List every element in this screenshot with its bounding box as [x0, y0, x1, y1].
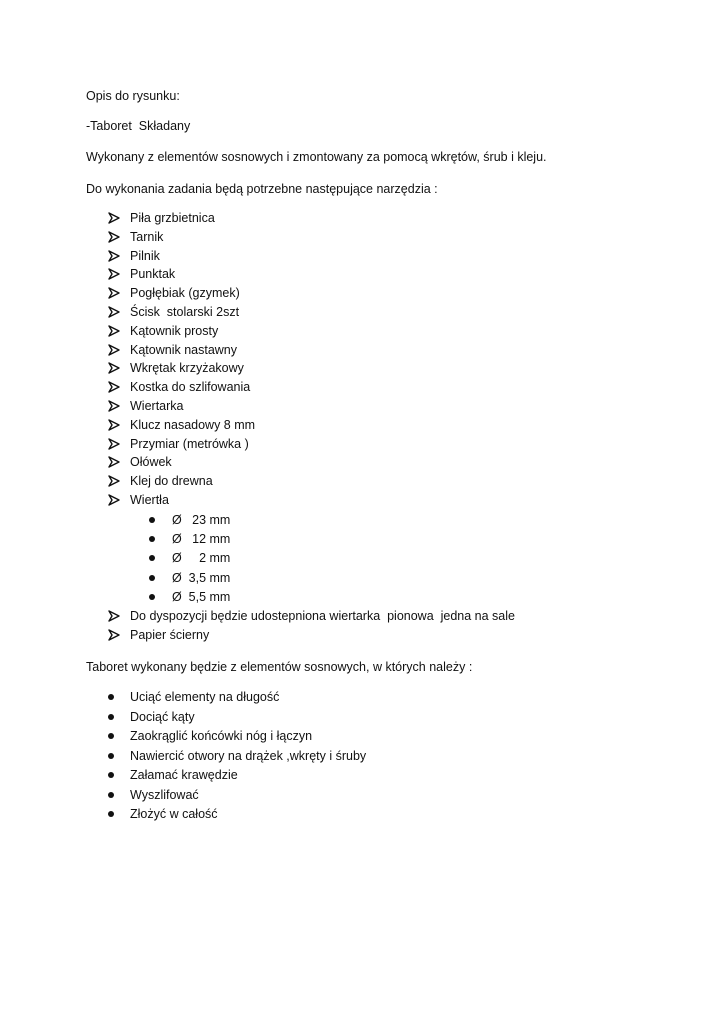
arrow-bullet-icon	[108, 475, 120, 487]
list-item-label: Kostka do szlifowania	[130, 380, 251, 395]
arrow-bullet-icon	[108, 494, 120, 506]
list-item-label: Pilnik	[130, 248, 160, 263]
document-description: Wykonany z elementów sosnowych i zmontowany za pomocą wkrętów, śrub i kleju.	[86, 150, 547, 164]
list-item-label: Ø 12 mm	[172, 532, 231, 547]
list-item-label: Złożyć w całość	[130, 807, 218, 821]
list-item-label: Ścisk stolarski 2szt	[130, 305, 240, 319]
arrow-bullet-icon	[108, 250, 120, 262]
bullet-dot-icon	[108, 811, 114, 817]
bullet-dot-icon	[149, 594, 155, 600]
list-item-label: Ø 2 mm	[172, 551, 231, 566]
arrow-bullet-icon	[108, 344, 120, 356]
list-item-label: Klucz nasadowy 8 mm	[130, 417, 256, 432]
bullet-dot-icon	[108, 792, 114, 798]
list-item-label: Zaokrąglić końcówki nóg i łączyn	[130, 729, 313, 743]
list-item-label: Ø 5,5 mm	[172, 589, 231, 604]
list-item-label: Ø 23 mm	[172, 513, 231, 527]
arrow-bullet-icon	[108, 287, 120, 299]
arrow-bullet-icon	[108, 231, 120, 243]
list-item-label: Punktak	[130, 267, 176, 282]
bullet-dot-icon	[108, 694, 114, 700]
bullet-dot-icon	[149, 517, 155, 523]
list-item-label: Kątownik prosty	[130, 323, 219, 338]
arrow-bullet-icon	[108, 362, 120, 374]
bullet-dot-icon	[149, 536, 155, 542]
arrow-bullet-icon	[108, 306, 120, 318]
arrow-bullet-icon	[108, 325, 120, 337]
list-item-label: Przymiar (metrówka )	[130, 436, 249, 451]
arrow-bullet-icon	[108, 268, 120, 280]
arrow-bullet-icon	[108, 438, 120, 450]
list-item-label: Wiertła	[130, 493, 169, 507]
bullet-dot-icon	[108, 772, 114, 778]
list-item-label: Ø 3,5 mm	[172, 570, 231, 585]
list-item-label: Do dyspozycji będzie udostepniona wiertarka pionowa jedna na sale	[130, 609, 515, 623]
tools-intro: Do wykonania zadania będą potrzebne następujące narzędzia :	[86, 182, 438, 196]
bullet-dot-icon	[149, 575, 155, 581]
document-heading: Opis do rysunku:	[86, 89, 180, 103]
list-item-label: Kątownik nastawny	[130, 342, 238, 357]
arrow-bullet-icon	[108, 400, 120, 412]
list-item-label: Wyszlifować	[130, 787, 199, 802]
list-item-label: Wkrętak krzyżakowy	[130, 361, 244, 376]
list-item-label: Klej do drewna	[130, 474, 213, 489]
list-item-label: Ołówek	[130, 455, 172, 470]
list-item-label: Wiertarka	[130, 399, 184, 413]
list-item-label: Piła grzbietnica	[130, 211, 215, 225]
list-item-label: Załamać krawędzie	[130, 768, 238, 782]
list-item-label: Nawiercić otwory na drążek ,wkręty i śruby	[130, 748, 367, 763]
list-item-label: Dociąć kąty	[130, 709, 195, 724]
list-item-label: Pogłębiak (gzymek)	[130, 286, 240, 301]
arrow-bullet-icon	[108, 629, 120, 641]
bullet-dot-icon	[108, 753, 114, 759]
bullet-dot-icon	[108, 714, 114, 720]
bullet-dot-icon	[108, 733, 114, 739]
bullet-dot-icon	[149, 555, 155, 561]
steps-intro: Taboret wykonany będzie z elementów sosnowych, w których należy :	[86, 660, 473, 674]
list-item-label: Uciąć elementy na długość	[130, 690, 280, 704]
arrow-bullet-icon	[108, 381, 120, 393]
list-item-label: Tarnik	[130, 229, 164, 244]
list-item-label: Papier ścierny	[130, 628, 210, 642]
arrow-bullet-icon	[108, 456, 120, 468]
document-title: -Taboret Składany	[86, 119, 191, 133]
arrow-bullet-icon	[108, 610, 120, 622]
arrow-bullet-icon	[108, 419, 120, 431]
arrow-bullet-icon	[108, 212, 120, 224]
